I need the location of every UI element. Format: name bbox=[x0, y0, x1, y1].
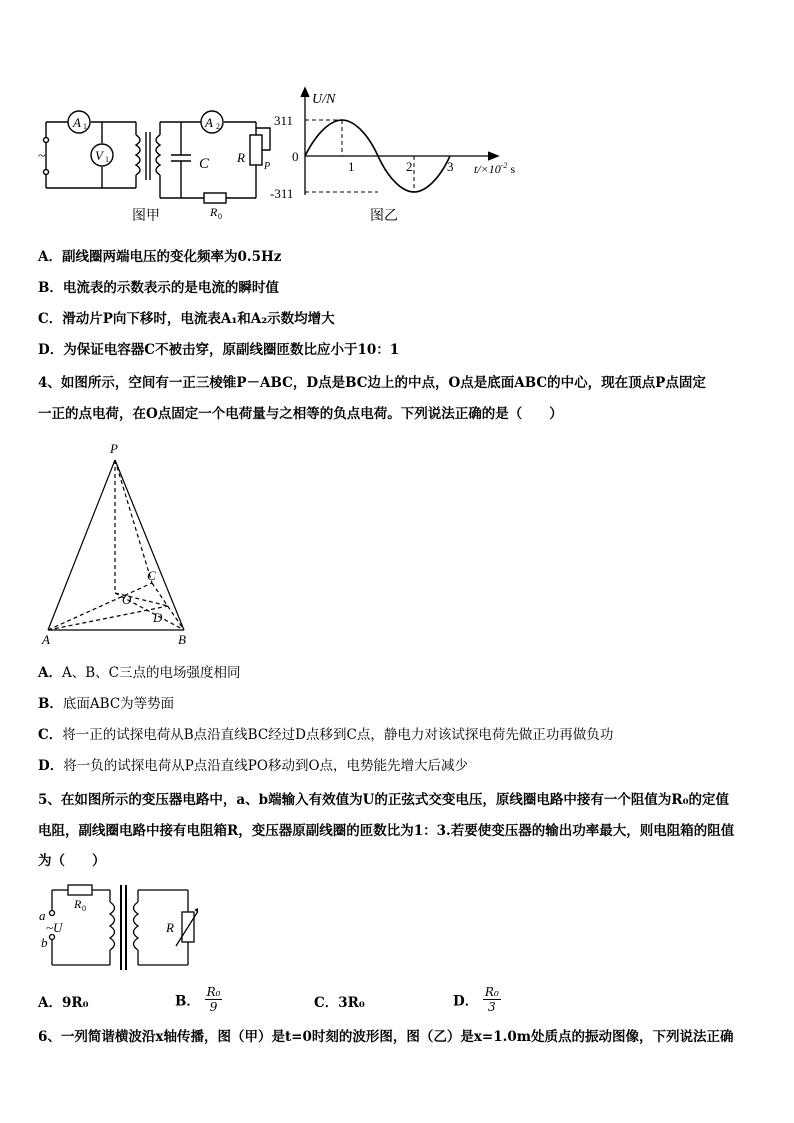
q5-option-c: C．3R₀ bbox=[314, 995, 365, 1011]
figure-q5-transformer bbox=[38, 880, 198, 972]
q5-stem-line1: 5、在如图所示的变压器电路中，a、b端输入有效值为U的正弦式交变电压，原线圈电路中接有一个阻值为R₀的定值 bbox=[38, 792, 729, 808]
ammeter-a2-label: A bbox=[205, 115, 213, 130]
y-axis-label: U/N bbox=[312, 92, 336, 107]
svg-text:0: 0 bbox=[218, 212, 222, 221]
figure-q4-pyramid bbox=[38, 438, 198, 648]
q3-option-a: A．副线圈两端电压的变化频率为0.5Hz bbox=[38, 249, 282, 265]
q5-option-b: B． $\frac{\text{R₀}}{9}$ bbox=[175, 985, 221, 1014]
vertex-p-label: P bbox=[110, 441, 118, 456]
q4-option-c: C．将一正的试探电荷从B点沿直线BC经过D点移到C点，静电力对该试探电荷先做正功再做负功 bbox=[38, 727, 614, 743]
resistor-box-label: R bbox=[166, 920, 174, 935]
y-max-label: 311 bbox=[274, 113, 294, 128]
svg-text:1: 1 bbox=[83, 122, 87, 131]
svg-text:2: 2 bbox=[216, 122, 220, 131]
x-tick-1: 1 bbox=[348, 159, 355, 174]
voltmeter-v1-label: V bbox=[95, 148, 103, 163]
source-u-label: ~U bbox=[46, 920, 63, 935]
q5-option-b-fraction: $\frac{\text{R₀}}{9}$ bbox=[206, 985, 221, 1014]
x-tick-3: 3 bbox=[447, 159, 454, 174]
ammeter-a1-label: A bbox=[73, 115, 81, 130]
terminal-b-label: b bbox=[41, 935, 48, 950]
point-d-label: D bbox=[153, 610, 163, 625]
svg-text:1: 1 bbox=[105, 155, 109, 164]
x-tick-2: 2 bbox=[406, 159, 413, 174]
q5-option-d-fraction: $\frac{\text{R₀}}{3}$ bbox=[484, 985, 499, 1014]
y-min-label: -311 bbox=[270, 186, 294, 201]
svg-text:0: 0 bbox=[82, 904, 86, 913]
vertex-b-label: B bbox=[178, 632, 186, 647]
q4-stem-line1: 4、如图所示，空间有一正三棱锥P－ABC，D点是BC边上的中点，O点是底面ABC的中心，现在顶点P点固定 bbox=[38, 375, 706, 391]
source-symbol: ~ bbox=[38, 149, 46, 164]
q5-stem-line3: 为（ ） bbox=[38, 853, 106, 869]
q5-stem-line2: 电阻，副线圈电路中接有电阻箱R，变压器原副线圈的匝数比为1：3.若要使变压器的输出功率最大，则电阻箱的阻值 bbox=[38, 823, 735, 839]
q5-option-a: A．9R₀ bbox=[38, 995, 89, 1011]
q5-option-d: D． $\frac{\text{R₀}}{3}$ bbox=[453, 985, 499, 1014]
q4-stem-line2: 一正的点电荷，在O点固定一个电荷量与之相等的负点电荷。下列说法正确的是（ ） bbox=[38, 406, 563, 422]
vertex-a-label: A bbox=[42, 632, 50, 647]
q3-option-b: B．电流表的示数表示的是电流的瞬时值 bbox=[38, 280, 279, 296]
figure-jia-caption: 图甲 bbox=[132, 208, 160, 224]
q6-stem-line1: 6、一列简谐横波沿x轴传播，图（甲）是t=0时刻的波形图，图（乙）是x=1.0m处质点的振动图像，下列说法正确 bbox=[38, 1029, 734, 1045]
resistor-r-label: R bbox=[237, 150, 245, 165]
q3-option-c: C．滑动片P向下移时，电流表A₁和A₂示数均增大 bbox=[38, 311, 335, 327]
capacitor-label: C bbox=[199, 156, 210, 172]
point-o-label: O bbox=[122, 592, 132, 607]
slider-p-label: P bbox=[264, 161, 271, 172]
q4-option-a: A．A、B、C三点的电场强度相同 bbox=[38, 665, 241, 681]
figure-jia-circuit bbox=[36, 100, 286, 225]
origin-label: 0 bbox=[292, 149, 299, 164]
vertex-c-label: C bbox=[147, 568, 156, 583]
q3-option-d: D．为保证电容器C不被击穿，原副线圈匝数比应小于10：1 bbox=[38, 342, 400, 358]
figure-yi-graph bbox=[270, 85, 530, 210]
q4-option-b: B．底面ABC为等势面 bbox=[38, 696, 175, 712]
x-axis-label: $t/\times 10^{-2}$ s bbox=[474, 161, 516, 176]
resistor-r0-label: R bbox=[210, 205, 218, 219]
r0-label: R bbox=[74, 897, 82, 911]
figure-yi-caption: 图乙 bbox=[370, 208, 398, 224]
terminal-a-label: a bbox=[39, 908, 46, 923]
q4-option-d: D．将一负的试探电荷从P点沿直线PO移动到O点，电势能先增大后减少 bbox=[38, 758, 469, 774]
